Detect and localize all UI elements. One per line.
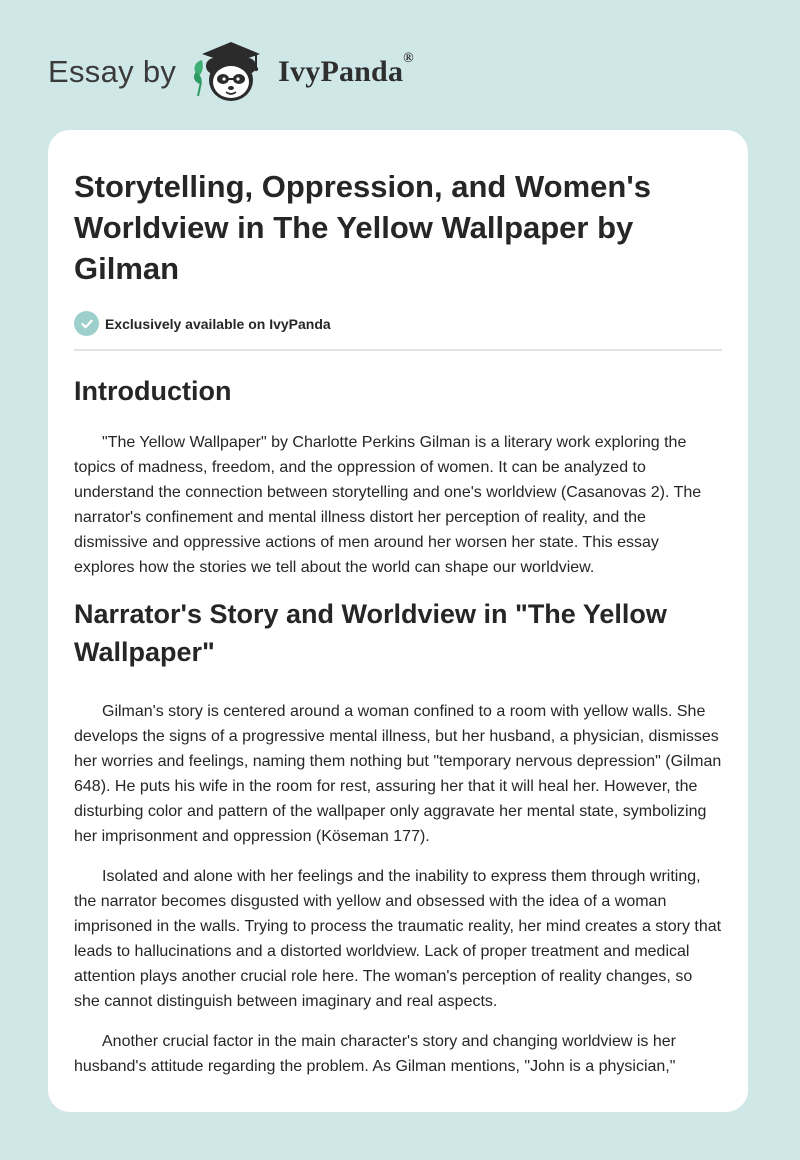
section-heading-narrator-story: Narrator's Story and Worldview in "The Yellow Wallpaper" <box>74 599 667 667</box>
paragraph: Another crucial factor in the main character's story and changing worldview is her husband's attitude regarding the problem. As Gilman mentions, "John is a physician," <box>74 1033 676 1075</box>
site-header <box>48 36 414 108</box>
divider <box>74 349 722 351</box>
paragraph: Isolated and alone with her feelings and the inability to express them through writing, the narrator becomes disgusted with yellow and obsessed with the idea of a woman imprisoned in the walls. Trying to process the traumatic reality, her mind creates a story that leads to hallucinations and a distorted worldview. Lack of proper treatment and medical attention plays another crucial role here. The woman's perception of reality changes, so she cannot distinguish between imaginary and real aspects. <box>74 868 722 1010</box>
ivypanda-logo[interactable] <box>190 36 414 108</box>
paragraph: Gilman's story is centered around a woman confined to a room with yellow walls. She develops the signs of a progressive mental illness, but her husband, a physician, dismisses her worries and feelings, naming them nothing but "temporary nervous depression" (Gilman 648). He puts his wife in the room for rest, assuring her that it will heal her. However, the disturbing color and pattern of the wallpaper only aggravate her mental state, symbolizing her imprisonment and oppression (Köseman 177). <box>74 703 722 845</box>
exclusive-badge-label: Exclusively available on IvyPanda <box>105 315 331 332</box>
check-circle-icon <box>74 311 99 336</box>
essay-card <box>48 130 748 1112</box>
brand-name: IvyPanda® <box>278 51 414 88</box>
essay-title: Storytelling, Oppression, and Women's Worldview in The Yellow Wallpaper by Gilman <box>74 169 651 286</box>
essay-by-label: Essay by <box>48 54 177 89</box>
paragraph: "The Yellow Wallpaper" by Charlotte Perkins Gilman is a literary work exploring the topics of madness, freedom, and the oppression of women. It can be analyzed to understand the connection between storytelling and one's worldview (Casanovas 2). The narrator's confinement and mental illness distort her perception of reality, and the dismissive and oppressive actions of men around her worsen her state. This essay explores how the stories we tell about the world can shape our worldview. <box>74 434 702 576</box>
panda-graduate-icon <box>190 36 272 108</box>
exclusive-badge <box>74 311 722 336</box>
section-heading-introduction: Introduction <box>74 376 232 406</box>
